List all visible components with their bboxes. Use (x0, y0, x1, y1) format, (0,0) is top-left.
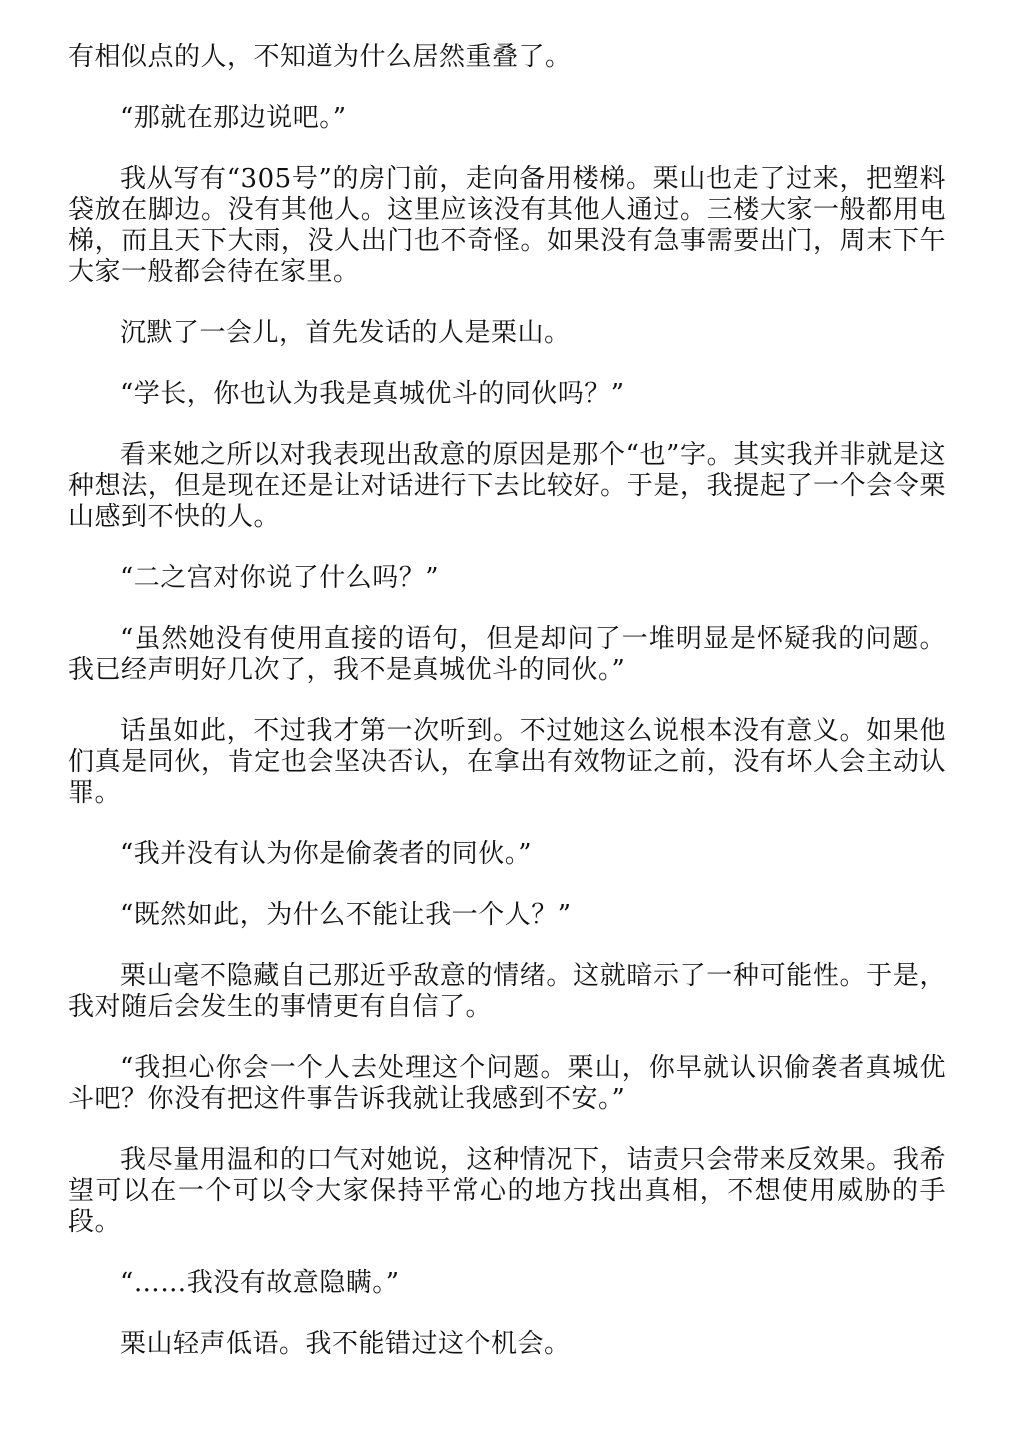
paragraph: 栗山轻声低语。我不能错过这个机会。 (120, 1329, 571, 1359)
paragraph: “二之宫对你说了什么吗？” (120, 563, 440, 593)
paragraph: “那就在那边说吧。” (120, 103, 347, 133)
paragraph: “学长，你也认为我是真城优斗的同伙吗？” (120, 379, 625, 409)
paragraph: “既然如此，为什么不能让我一个人？” (120, 900, 572, 930)
paragraph: 栗山毫不隐藏自己那近乎敌意的情绪。这就暗示了一种可能性。于是，我对随后会发生的事情更有自信了。 (68, 961, 946, 1022)
paragraph: “……我没有故意隐瞒。” (120, 1268, 400, 1298)
paragraph: 我从写有“305号”的房门前，走向备用楼梯。栗山也走了过来，把塑料袋放在脚边。没有其他人。这里应该没有其他人通过。三楼大家一般都用电梯，而且天下大雨，没人出门也不奇怪。如果没有急事需要出门，周末下午大家一般都会待在家里。 (68, 164, 946, 287)
paragraph: 有相似点的人，不知道为什么居然重叠了。 (68, 42, 572, 72)
paragraph: “我并没有认为你是偷袭者的同伙。” (120, 839, 533, 869)
paragraph: 沉默了一会儿，首先发话的人是栗山。 (120, 318, 571, 348)
paragraph: 看来她之所以对我表现出敌意的原因是那个“也”字。其实我并非就是这种想法，但是现在还是让对话进行下去比较好。于是，我提起了一个会令栗山感到不快的人。 (68, 440, 946, 532)
paragraph: 我尽量用温和的口气对她说，这种情况下，诘责只会带来反效果。我希望可以在一个可以令大家保持平常心的地方找出真相，不想使用威胁的手段。 (68, 1145, 946, 1237)
paragraph: “虽然她没有使用直接的语句，但是却问了一堆明显是怀疑我的问题。我已经声明好几次了，我不是真城优斗的同伙。” (68, 624, 946, 685)
document-page (68, 42, 946, 1390)
paragraph: 话虽如此，不过我才第一次听到。不过她这么说根本没有意义。如果他们真是同伙，肯定也会坚决否认，在拿出有效物证之前，没有坏人会主动认罪。 (68, 716, 946, 808)
paragraph: “我担心你会一个人去处理这个问题。栗山，你早就认识偷袭者真城优斗吧？你没有把这件事告诉我就让我感到不安。” (68, 1053, 946, 1114)
